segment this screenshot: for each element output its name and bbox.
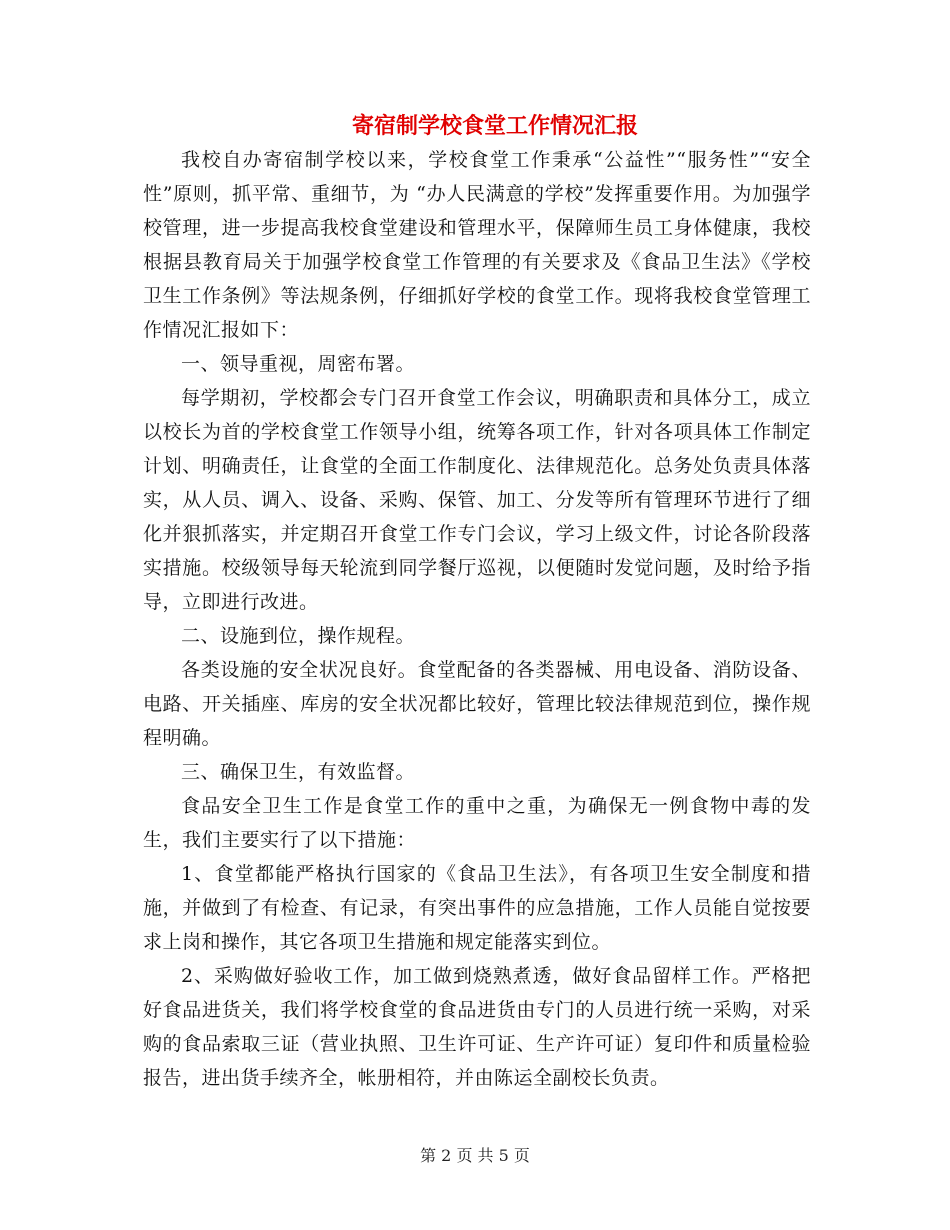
body-paragraph: 我校自办寄宿制学校以来，学校食堂工作秉承“公益性”“服务性”“安全性”原则，抓平常、重细节，为 “办人民满意的学校”发挥重要作用。为加强学校管理，进一步提高我校食堂建设和管理水平，保障师生员工身体健康，我校根据县教育局关于加强学校食堂工作管理的有关要求及《食品卫生法》《学校卫生工作条例》等法规条例，仔细抓好学校的食堂工作。现将我校食堂管理工作情况汇报如下： (143, 149, 811, 341)
body-paragraph: 1、食堂都能严格执行国家的《食品卫生法》，有各项卫生安全制度和措施，并做到了有检查、有记录，有突出事件的应急措施，工作人员能自觉按要求上岗和操作，其它各项卫生措施和规定能落实到位。 (143, 863, 811, 953)
document-title: 寄宿制学校食堂工作情况汇报 (351, 113, 638, 139)
section-heading: 二、设施到位，操作规程。 (181, 625, 416, 647)
body-paragraph: 食品安全卫生工作是食堂工作的重中之重，为确保无一例食物中毒的发生，我们主要实行了以下措施： (143, 795, 811, 851)
section-heading: 一、领导重视，周密布署。 (181, 353, 416, 375)
section-heading: 三、确保卫生，有效监督。 (181, 761, 416, 783)
body-paragraph: 各类设施的安全状况良好。食堂配备的各类器械、用电设备、消防设备、电路、开关插座、库房的安全状况都比较好，管理比较法律规范到位，操作规程明确。 (143, 659, 811, 749)
page-number-footer: 第 2 页 共 5 页 (420, 1146, 530, 1165)
body-paragraph: 2、采购做好验收工作，加工做到烧熟煮透，做好食品留样工作。严格把好食品进货关，我们将学校食堂的食品进货由专门的人员进行统一采购，对采购的食品索取三证（营业执照、卫生许可证、生产许可证）复印件和质量检验报告，进出货手续齐全，帐册相符，并由陈运全副校长负责。 (143, 965, 811, 1089)
document-body (143, 143, 811, 1095)
body-paragraph: 每学期初，学校都会专门召开食堂工作会议，明确职责和具体分工，成立以校长为首的学校食堂工作领导小组，统筹各项工作，针对各项具体工作制定计划、明确责任，让食堂的全面工作制度化、法律规范化。总务处负责具体落实，从人员、调入、设备、采购、保管、加工、分发等所有管理环节进行了细化并狠抓落实，并定期召开食堂工作专门会议，学习上级文件，讨论各阶段落实措施。校级领导每天轮流到同学餐厅巡视，以便随时发觉问题，及时给予指导，立即进行改进。 (143, 387, 811, 613)
